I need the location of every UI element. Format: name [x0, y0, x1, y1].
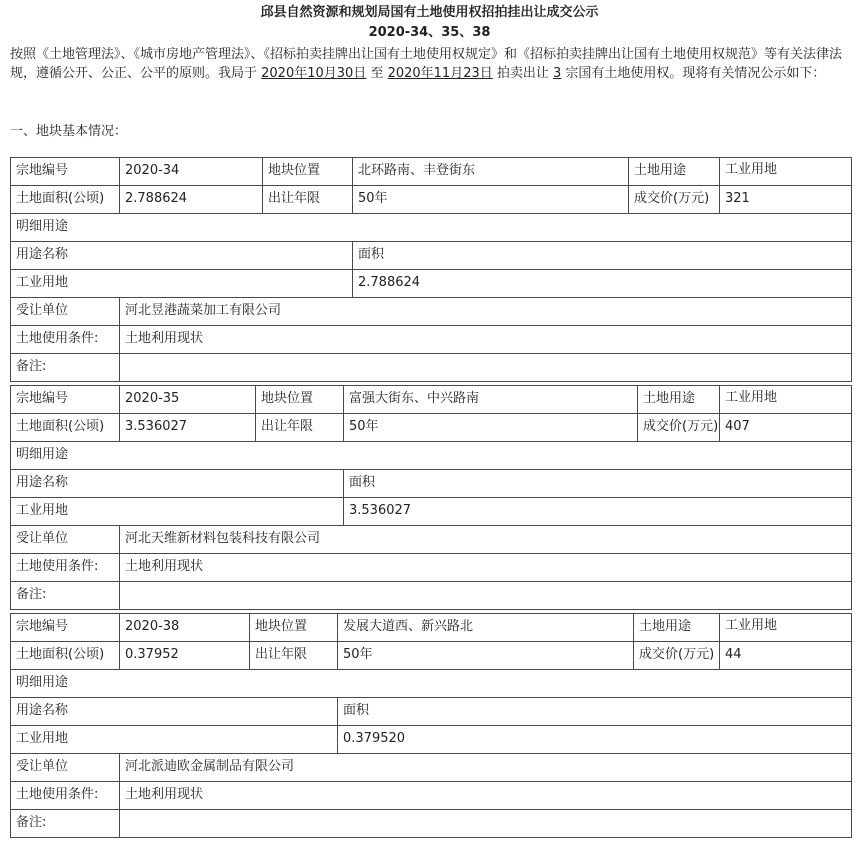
- price-value: 321: [720, 186, 852, 214]
- parcel-count: 3: [553, 66, 562, 81]
- table-row: [11, 642, 852, 670]
- parcel-no-value: 2020-38: [120, 614, 250, 642]
- table-row: [11, 670, 852, 698]
- land-use-value: 工业用地: [720, 614, 852, 642]
- use-area-label: 面积: [344, 470, 852, 498]
- parcel-no-label: 宗地编号: [11, 386, 120, 414]
- conditions-value: 土地利用现状: [120, 326, 852, 354]
- table-row: [11, 754, 852, 782]
- remarks-value: [120, 582, 852, 610]
- grantee-value: 河北天维新材料包装科技有限公司: [120, 526, 852, 554]
- table-row: [11, 214, 852, 242]
- table-row: [11, 386, 852, 414]
- table-row: [11, 526, 852, 554]
- land-use-value: 工业用地: [720, 386, 852, 414]
- conditions-label: 土地使用条件:: [11, 326, 120, 354]
- section-heading: 一、地块基本情况：: [10, 124, 128, 139]
- land-use-label: 土地用途: [634, 614, 720, 642]
- grantee-value: 河北昱港蔬菜加工有限公司: [120, 298, 852, 326]
- price-label: 成交价(万元): [638, 414, 720, 442]
- location-label: 地块位置: [250, 614, 338, 642]
- grantee-label: 受让单位: [11, 754, 120, 782]
- table-row: [11, 298, 852, 326]
- table-row: [11, 810, 852, 838]
- conditions-value: 土地利用现状: [120, 554, 852, 582]
- conditions-label: 土地使用条件:: [11, 554, 120, 582]
- term-value: 50年: [338, 642, 634, 670]
- parcel-table-2020-35: [10, 385, 852, 610]
- area-value: 3.536027: [120, 414, 256, 442]
- table-row: [11, 498, 852, 526]
- use-area-value: 0.379520: [338, 726, 852, 754]
- area-label: 土地面积(公顷): [11, 642, 120, 670]
- use-name-label: 用途名称: [11, 470, 344, 498]
- remarks-label: 备注:: [11, 354, 120, 382]
- table-row: [11, 582, 852, 610]
- table-row: [11, 326, 852, 354]
- table-row: [11, 442, 852, 470]
- intro-text-4: 宗国有土地使用权。现将有关情况公示如下：: [561, 66, 826, 81]
- location-value: 发展大道西、新兴路北: [338, 614, 634, 642]
- table-row: [11, 782, 852, 810]
- location-label: 地块位置: [256, 386, 344, 414]
- end-date: 2020年11月23日: [387, 66, 493, 81]
- table-row: [11, 698, 852, 726]
- intro-text-2: 至: [366, 66, 388, 81]
- use-name-value: 工业用地: [11, 498, 344, 526]
- table-row: [11, 242, 852, 270]
- parcel-no-value: 2020-35: [120, 386, 256, 414]
- conditions-label: 土地使用条件:: [11, 782, 120, 810]
- term-label: 出让年限: [263, 186, 353, 214]
- use-name-label: 用途名称: [11, 242, 353, 270]
- remarks-value: [120, 354, 852, 382]
- area-value: 2.788624: [120, 186, 263, 214]
- remarks-label: 备注:: [11, 810, 120, 838]
- use-name-label: 用途名称: [11, 698, 338, 726]
- intro-text-1: 按照《土地管理法》、《城市房地产管理法》、《招标拍卖挂牌出让国有土地使用权规定》和《招标拍卖挂牌出让国有土地使用权规范》等有关法律法规，遵循公开、公正、公平的原则。我局于: [10, 47, 843, 81]
- use-area-value: 2.788624: [353, 270, 852, 298]
- detail-use-label: 明细用途: [11, 670, 852, 698]
- use-name-value: 工业用地: [11, 726, 338, 754]
- remarks-value: [120, 810, 852, 838]
- start-date: 2020年10月30日: [261, 66, 367, 81]
- table-row: [11, 726, 852, 754]
- page-title: 邱县自然资源和规划局国有土地使用权招拍挂出让成交公示: [260, 5, 599, 20]
- grantee-label: 受让单位: [11, 526, 120, 554]
- location-value: 富强大街东、中兴路南: [344, 386, 638, 414]
- term-value: 50年: [344, 414, 638, 442]
- land-use-value: 工业用地: [720, 158, 852, 186]
- detail-use-label: 明细用途: [11, 442, 852, 470]
- detail-use-label: 明细用途: [11, 214, 852, 242]
- location-label: 地块位置: [263, 158, 353, 186]
- table-row: [11, 554, 852, 582]
- table-row: [11, 414, 852, 442]
- area-value: 0.37952: [120, 642, 250, 670]
- use-name-value: 工业用地: [11, 270, 353, 298]
- parcel-no-value: 2020-34: [120, 158, 263, 186]
- term-label: 出让年限: [250, 642, 338, 670]
- price-value: 407: [720, 414, 852, 442]
- land-use-label: 土地用途: [629, 158, 720, 186]
- price-label: 成交价(万元): [634, 642, 720, 670]
- table-row: [11, 470, 852, 498]
- page-subtitle: 2020-34、35、38: [368, 25, 491, 40]
- term-label: 出让年限: [256, 414, 344, 442]
- table-row: [11, 270, 852, 298]
- parcel-no-label: 宗地编号: [11, 614, 120, 642]
- table-row: [11, 186, 852, 214]
- table-row: [11, 158, 852, 186]
- grantee-value: 河北派迪欧金属制品有限公司: [120, 754, 852, 782]
- area-label: 土地面积(公顷): [11, 414, 120, 442]
- term-value: 50年: [353, 186, 629, 214]
- parcel-table-2020-34: [10, 157, 852, 382]
- use-area-value: 3.536027: [344, 498, 852, 526]
- table-row: [11, 354, 852, 382]
- intro-paragraph: [10, 45, 850, 83]
- intro-text-3: 拍卖出让: [492, 66, 554, 81]
- land-use-label: 土地用途: [638, 386, 720, 414]
- grantee-label: 受让单位: [11, 298, 120, 326]
- use-area-label: 面积: [353, 242, 852, 270]
- table-row: [11, 614, 852, 642]
- remarks-label: 备注:: [11, 582, 120, 610]
- price-value: 44: [720, 642, 852, 670]
- area-label: 土地面积(公顷): [11, 186, 120, 214]
- parcel-table-2020-38: [10, 613, 852, 838]
- conditions-value: 土地利用现状: [120, 782, 852, 810]
- parcel-no-label: 宗地编号: [11, 158, 120, 186]
- location-value: 北环路南、丰登街东: [353, 158, 629, 186]
- use-area-label: 面积: [338, 698, 852, 726]
- price-label: 成交价(万元): [629, 186, 720, 214]
